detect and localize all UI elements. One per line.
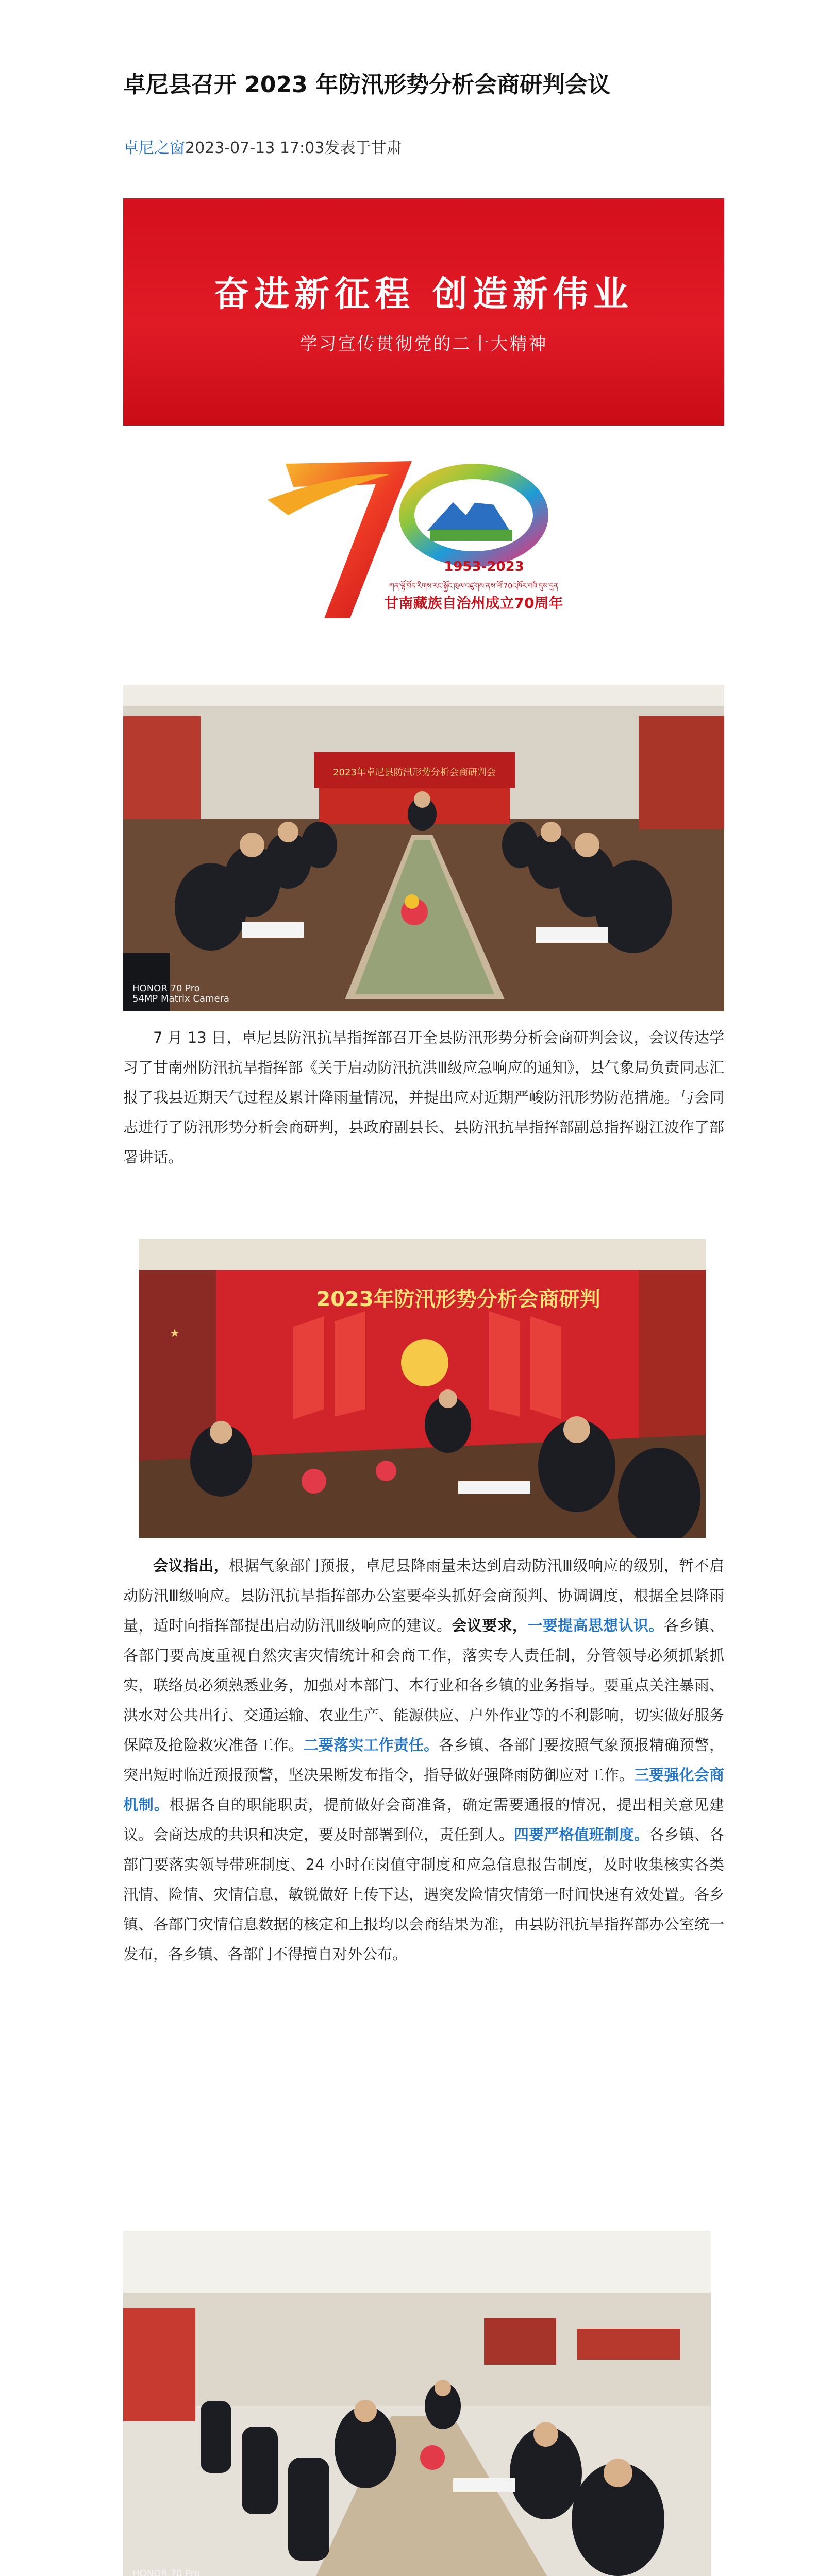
seventy-emblem-icon bbox=[257, 453, 592, 639]
publish-datetime: 2023-07-13 17:03 bbox=[185, 139, 325, 157]
meeting-room-image-2 bbox=[139, 1239, 706, 1538]
point-4-heading: 四要严格值班制度。 bbox=[513, 1826, 649, 1843]
point-1-heading: 一要提高思想认识。 bbox=[527, 1617, 664, 1634]
publish-location: 发表于甘肃 bbox=[324, 139, 402, 157]
photo1-screen-text: 2023年卓尼县防汛形势分析会商研判会 bbox=[333, 767, 496, 778]
point-3-heading: 三要强化会商机制。 bbox=[123, 1766, 724, 1814]
requirement-phrase: 会议要求， bbox=[452, 1617, 528, 1634]
lead-phrase: 会议指出， bbox=[153, 1557, 229, 1574]
banner-subtitle: 学习宣传贯彻党的二十大精神 bbox=[299, 334, 548, 354]
meeting-room-image-1 bbox=[123, 685, 724, 1011]
watermark-line2: 54MP Matrix Camera bbox=[132, 993, 230, 1004]
meeting-room-image-3 bbox=[123, 2231, 711, 2576]
camera-watermark-3 bbox=[132, 2569, 229, 2576]
body-text-3: 各乡镇、各部门要按照气象预报精确预警，突出短时临近预报预警，坚决果断发布指令，指导做好强降雨防御应对工作。 bbox=[123, 1736, 724, 1784]
photo2-banner-text: 2023年防汛形势分析会商研判 bbox=[316, 1287, 600, 1311]
article-title: 卓尼县召开 2023 年防汛形势分析会商研判会议 bbox=[123, 72, 611, 98]
body-text-4: 根据各自的职能职责，提前做好会商准备，确定需要通报的情况，提出相关意见建议。会商达成的共识和决定，要及时部署到位，责任到人。 bbox=[123, 1796, 724, 1843]
body-text-1: 根据气象部门预报，卓尼县降雨量未达到启动防汛Ⅲ级响应的级别，暂不启动防汛Ⅲ级响应。县防汛抗旱指挥部办公室要牵头抓好会商预判、协调调度，根据全县降雨量，适时向指挥部提出启动防汛Ⅲ级响应的建议。 bbox=[123, 1557, 724, 1634]
watermark-line1: HONOR 70 Pro bbox=[132, 983, 200, 994]
camera-watermark-1 bbox=[132, 984, 229, 1004]
emblem-tibetan-text: ཀན་ལྷོ་བོད་རིགས་རང་སྐྱོང་ཁུལ་འཛུགས་ནས་ལོ་70འཁོར་བའི་དུས་དྲན bbox=[389, 582, 559, 590]
article-meta bbox=[123, 138, 402, 159]
meeting-photo-3 bbox=[123, 2231, 711, 2576]
body-text-5: 各乡镇、各部门要落实领导带班制度、24 小时在岗值守制度和应急信息报告制度，及时收集核实各类汛情、险情、灾情信息，敏锐做好上传下达，遇突发险情灾情第一时间快速有效处置。各乡镇、各部门灾情信息数据的核定和上报均以会商结果为准，由县防汛抗旱指挥部办公室统一发布，各乡镇、各部门不得擅自对外公布。 bbox=[123, 1826, 724, 1963]
banner-slogan: 奋进新征程 创造新伟业 bbox=[214, 274, 633, 315]
point-2-heading: 二要落实工作责任。 bbox=[303, 1736, 439, 1754]
body-text-2: 各乡镇、各部门要高度重视自然灾害灾情统计和会商工作，落实专人责任制，分管领导必须抓紧抓实，联络员必须熟悉业务，加强对本部门、本行业和各乡镇的业务指导。要重点关注暴雨、洪水对公共出行、交通运输、农业生产、能源供应、户外作业等的不利影响，切实做好服务保障及抢险救灾准备工作。 bbox=[123, 1617, 724, 1754]
account-name-link[interactable]: 卓尼之窗 bbox=[123, 139, 185, 157]
watermark-line1: HONOR 70 Pro bbox=[132, 2568, 200, 2576]
meeting-photo-2 bbox=[139, 1239, 706, 1538]
red-slogan-banner bbox=[123, 198, 724, 426]
emblem-years: 1953-2023 bbox=[444, 559, 524, 574]
paragraph-meeting-points bbox=[123, 1551, 724, 1969]
photo2-wall-mark: ★ bbox=[170, 1327, 180, 1340]
anniversary-logo bbox=[257, 453, 592, 639]
paragraph-intro: 7 月 13 日，卓尼县防汛抗旱指挥部召开全县防汛形势分析会商研判会议，会议传达学习了甘南州防汛抗旱指挥部《关于启动防汛抗洪Ⅲ级应急响应的通知》，县气象局负责同志汇报了我县近期天气过程及累计降雨量情况，并提出应对近期严峻防汛形势防范措施。与会同志进行了防汛形势分析会商研判，县政府副县长、县防汛抗旱指挥部副总指挥谢江波作了部署讲话。 bbox=[123, 1029, 724, 1166]
meeting-photo-1 bbox=[123, 685, 724, 1011]
emblem-caption: 甘南藏族自治州成立70周年 bbox=[384, 595, 563, 612]
